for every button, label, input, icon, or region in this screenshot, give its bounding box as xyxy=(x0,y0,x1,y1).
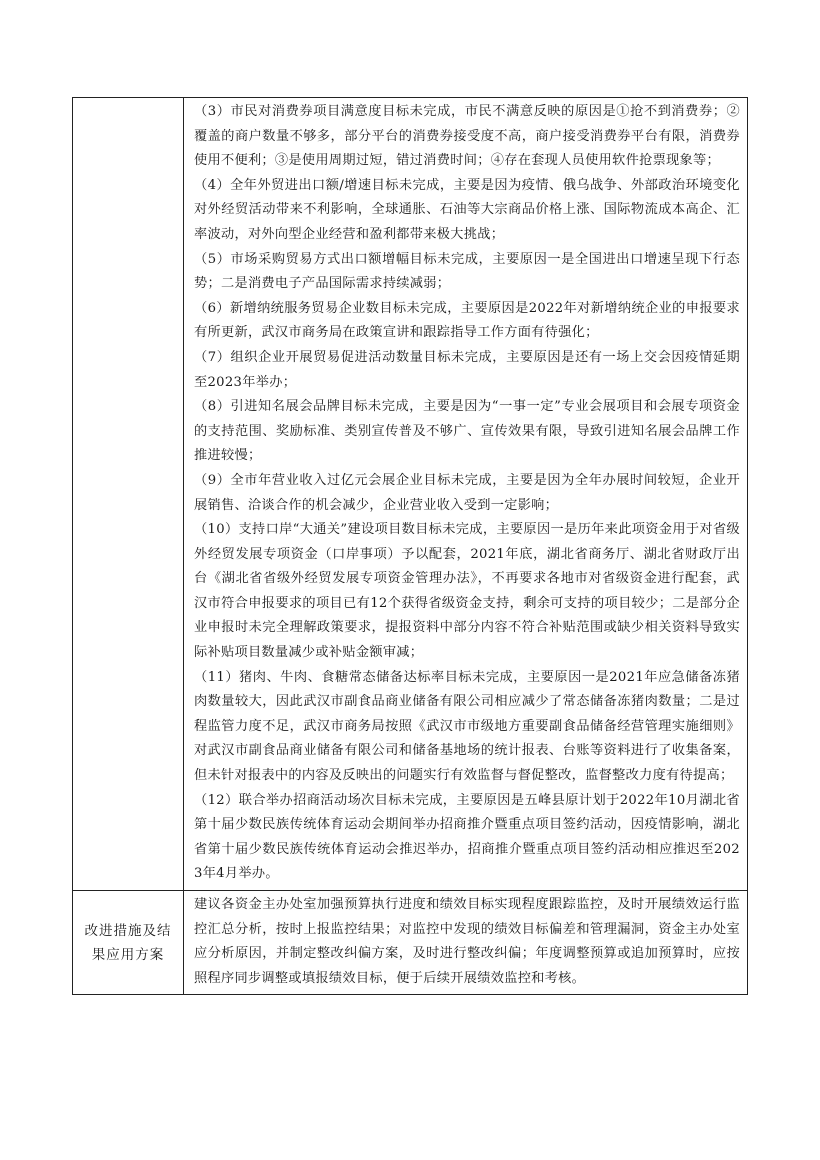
paragraph-9: （9）全市年营业收入过亿元会展企业目标未完成，主要是因为全年办展时间较短，企业开展销售、洽谈合作的机会减少，企业营业收入受到一定影响； xyxy=(194,472,740,513)
paragraph-12: （12）联合举办招商活动场次目标未完成，主要原因是五峰县原计划于2022年10月湖北省第十届少数民族传统体育运动会期间举办招商推介暨重点项目签约活动，因疫情影响，湖北省第十届少数民族传统体育运动会推迟举办，招商推介暨重点项目签约活动相应推迟至2023年4月举办。 xyxy=(194,792,740,882)
paragraph-5: （5）市场采购贸易方式出口额增幅目标未完成，主要原因一是全国进出口增速呈现下行态势；二是消费电子产品国际需求持续减弱； xyxy=(194,251,740,292)
improvement-paragraph: 建议各资金主办处室加强预算执行进度和绩效目标实现程度跟踪监控，及时开展绩效运行监控汇总分析，按时上报监控结果；对监控中发现的绩效目标偏差和管理漏洞，资金主办处室应分析原因，并制定整改纠偏方案，及时进行整改纠偏；年度调整预算或追加预算时，应按照程序同步调整或填报绩效目标，便于后续开展绩效监控和考核。 xyxy=(194,897,740,986)
paragraph-6: （6）新增纳统服务贸易企业数目标未完成，主要原因是2022年对新增纳统企业的申报要求有所更新，武汉市商务局在政策宣讲和跟踪指导工作方面有待强化； xyxy=(194,300,740,341)
table-row-problems xyxy=(73,98,748,891)
evaluation-table xyxy=(72,97,748,995)
paragraph-3: （3）市民对消费券项目满意度目标未完成，市民不满意反映的原因是①抢不到消费券；②覆盖的商户数量不够多，部分平台的消费券接受度不高，商户接受消费券平台有限，消费券使用不便利；③是使用周期过短，错过消费时间；④存在套现人员使用软件抢票现象等； xyxy=(194,104,740,169)
row-label-problems xyxy=(73,98,184,891)
paragraph-11: （11）猪肉、牛肉、食糖常态储备达标率目标未完成，主要原因一是2021年应急储备冻猪肉数量较大，因此武汉市副食品商业储备有限公司相应减少了常态储备冻猪肉数量；二是过程监管力度不足，武汉市商务局按照《武汉市市级地方重要副食品储备经营管理实施细则》对武汉市副食品商业储备有限公司和储备基地场的统计报表、台账等资料进行了收集备案，但未针对报表中的内容及反映出的问题实行有效监督与督促整改，监督整改力度有待提高； xyxy=(194,669,740,784)
paragraph-7: （7）组织企业开展贸易促进活动数量目标未完成，主要原因是还有一场上交会因疫情延期至2023年举办； xyxy=(194,349,740,390)
improvement-content-cell xyxy=(184,891,748,995)
paragraph-8: （8）引进知名展会品牌目标未完成，主要是因为“一事一定”专业会展项目和会展专项资金的支持范围、奖励标准、类别宣传普及不够广、宣传效果有限，导致引进知名展会品牌工作推进较慢； xyxy=(194,399,740,464)
problems-content-cell xyxy=(184,98,748,891)
table-row-improvement xyxy=(73,891,748,995)
row-label-improvement: 改进措施及结果应用方案 xyxy=(73,891,184,995)
paragraph-10: （10）支持口岸“大通关”建设项目数目标未完成，主要原因一是历年来此项资金用于对省级外经贸发展专项资金（口岸事项）予以配套，2021年底，湖北省商务厅、湖北省财政厅出台《湖北省省级外经贸发展专项资金管理办法》，不再要求各地市对省级资金进行配套，武汉市符合申报要求的项目已有12个获得省级资金支持，剩余可支持的项目较少；二是部分企业申报时未完全理解政策要求，提报资料中部分内容不符合补贴范围或缺少相关资料导致实际补贴项目数量减少或补贴金额审减； xyxy=(194,522,740,661)
paragraph-4: （4）全年外贸进出口额/增速目标未完成，主要是因为疫情、俄乌战争、外部政治环境变化对外经贸活动带来不利影响，全球通胀、石油等大宗商品价格上涨、国际物流成本高企、汇率波动，对外向型企业经营和盈利都带来极大挑战； xyxy=(194,177,740,242)
